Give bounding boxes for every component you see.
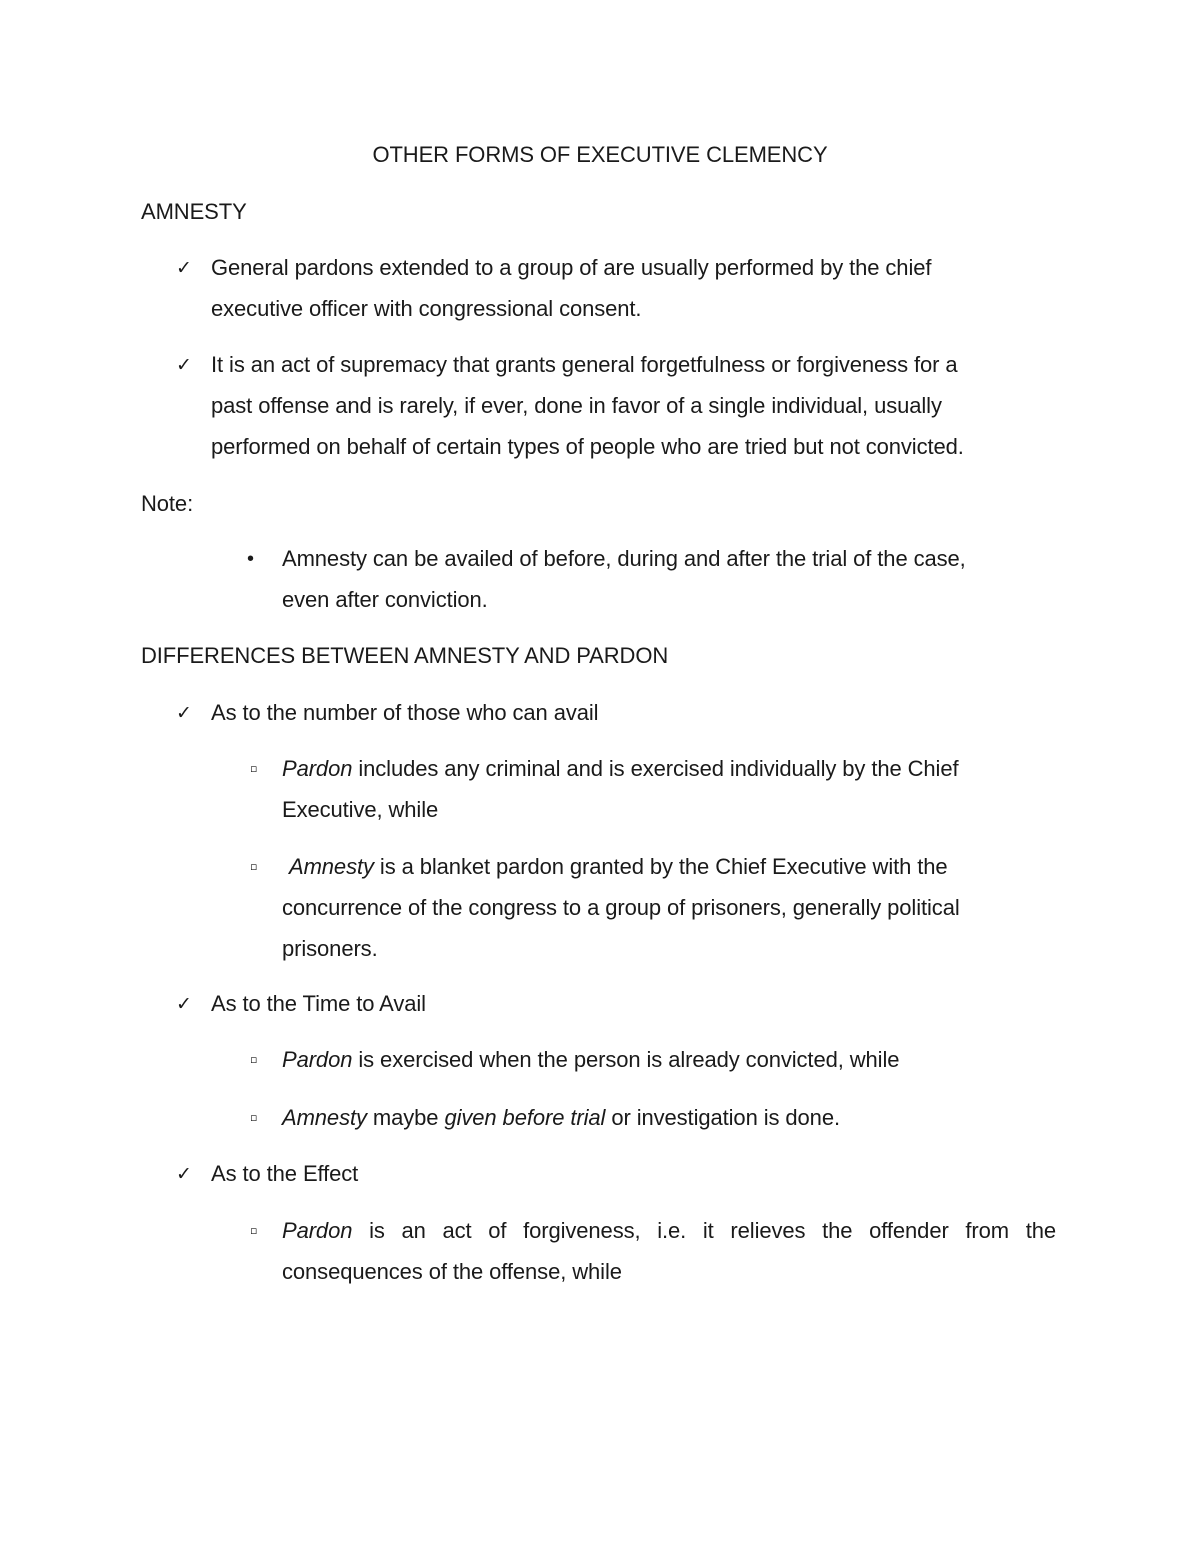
checkmark-icon: ✓ (176, 702, 192, 724)
square-bullet-icon: ▫ (250, 762, 258, 775)
note-line-2: even after conviction. (282, 587, 488, 612)
amnesty-point-2-line-3: performed on behalf of certain types of people who are tried but not convicted. (211, 434, 964, 459)
note-line-1: Amnesty can be availed of before, during and after the trial of the case, (282, 546, 966, 571)
diff-2-label: As to the Time to Avail (211, 991, 426, 1016)
amnesty-heading: AMNESTY (141, 199, 247, 224)
page-title: OTHER FORMS OF EXECUTIVE CLEMENCY (372, 142, 828, 167)
diff-2-item-1: Pardon is exercised when the person is already convicted, while (282, 1047, 900, 1072)
diff-1-item-2-line-2: concurrence of the congress to a group of prisoners, generally political (282, 895, 960, 920)
diff-3-item-1-line-1: Pardon is an act of forgiveness, i.e. it relieves the offender from the (282, 1218, 1056, 1243)
diff-1-item-2-line-1: Amnesty is a blanket pardon granted by the Chief Executive with the (289, 854, 948, 879)
bullet-icon: • (247, 548, 255, 570)
amnesty-point-2-line-2: past offense and is rarely, if ever, done in favor of a single individual, usually (211, 393, 942, 418)
checkmark-icon: ✓ (176, 993, 192, 1015)
checkmark-icon: ✓ (176, 1163, 192, 1185)
amnesty-point-1-line-2: executive officer with congressional consent. (211, 296, 642, 321)
square-bullet-icon: ▫ (250, 1224, 258, 1237)
square-bullet-icon: ▫ (250, 1053, 258, 1066)
diff-3-label: As to the Effect (211, 1161, 359, 1186)
amnesty-point-1-line-1: General pardons extended to a group of are usually performed by the chief (211, 255, 932, 280)
diff-2-item-2: Amnesty maybe given before trial or investigation is done. (282, 1105, 840, 1130)
differences-heading: DIFFERENCES BETWEEN AMNESTY AND PARDON (141, 643, 669, 668)
diff-1-item-1-line-2: Executive, while (282, 797, 439, 822)
diff-3-item-1-line-2: consequences of the offense, while (282, 1259, 622, 1284)
checkmark-icon: ✓ (176, 257, 192, 279)
checkmark-icon: ✓ (176, 354, 192, 376)
note-label: Note: (141, 491, 194, 516)
diff-1-label: As to the number of those who can avail (211, 700, 599, 725)
diff-1-item-1-line-1: Pardon includes any criminal and is exercised individually by the Chief (282, 756, 959, 781)
square-bullet-icon: ▫ (250, 860, 258, 873)
diff-1-item-2-line-3: prisoners. (282, 936, 378, 961)
amnesty-point-2-line-1: It is an act of supremacy that grants general forgetfulness or forgiveness for a (211, 352, 958, 377)
square-bullet-icon: ▫ (250, 1111, 258, 1124)
